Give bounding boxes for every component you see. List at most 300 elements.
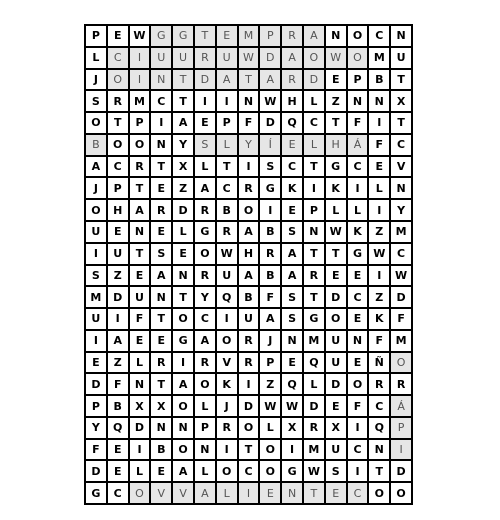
- grid-cell[interactable]: O: [390, 482, 412, 504]
- grid-cell[interactable]: E: [172, 243, 194, 265]
- grid-cell[interactable]: C: [368, 395, 390, 417]
- grid-cell[interactable]: I: [347, 417, 369, 439]
- grid-cell[interactable]: F: [85, 439, 107, 461]
- grid-cell[interactable]: W: [259, 90, 281, 112]
- grid-cell[interactable]: C: [216, 177, 238, 199]
- grid-cell[interactable]: W: [325, 221, 347, 243]
- grid-cell[interactable]: U: [216, 265, 238, 287]
- grid-cell[interactable]: Z: [172, 177, 194, 199]
- grid-cell[interactable]: M: [303, 330, 325, 352]
- grid-cell[interactable]: U: [238, 308, 260, 330]
- grid-cell[interactable]: W: [259, 395, 281, 417]
- grid-cell[interactable]: T: [303, 243, 325, 265]
- grid-cell[interactable]: O: [238, 417, 260, 439]
- grid-cell[interactable]: E: [325, 69, 347, 91]
- grid-cell[interactable]: L: [303, 134, 325, 156]
- grid-cell[interactable]: F: [238, 112, 260, 134]
- grid-cell[interactable]: U: [325, 439, 347, 461]
- grid-cell[interactable]: I: [216, 308, 238, 330]
- grid-cell[interactable]: L: [303, 90, 325, 112]
- grid-cell[interactable]: R: [194, 265, 216, 287]
- grid-cell[interactable]: R: [194, 199, 216, 221]
- grid-cell[interactable]: A: [281, 243, 303, 265]
- grid-cell[interactable]: A: [172, 373, 194, 395]
- grid-cell[interactable]: N: [150, 134, 172, 156]
- grid-cell[interactable]: W: [129, 25, 151, 47]
- grid-cell[interactable]: R: [259, 243, 281, 265]
- grid-cell[interactable]: Q: [107, 417, 129, 439]
- grid-cell[interactable]: I: [347, 460, 369, 482]
- grid-cell[interactable]: E: [150, 330, 172, 352]
- grid-cell[interactable]: S: [194, 134, 216, 156]
- grid-cell[interactable]: V: [150, 482, 172, 504]
- grid-cell[interactable]: Q: [303, 352, 325, 374]
- grid-cell[interactable]: E: [347, 352, 369, 374]
- grid-cell[interactable]: C: [347, 439, 369, 461]
- grid-cell[interactable]: I: [238, 482, 260, 504]
- grid-cell[interactable]: B: [150, 439, 172, 461]
- grid-cell[interactable]: X: [281, 417, 303, 439]
- grid-cell[interactable]: E: [216, 25, 238, 47]
- grid-cell[interactable]: G: [303, 308, 325, 330]
- grid-cell[interactable]: U: [216, 47, 238, 69]
- grid-cell[interactable]: M: [85, 286, 107, 308]
- grid-cell[interactable]: E: [129, 330, 151, 352]
- grid-cell[interactable]: A: [107, 330, 129, 352]
- grid-cell[interactable]: E: [259, 482, 281, 504]
- grid-cell[interactable]: T: [172, 69, 194, 91]
- grid-cell[interactable]: U: [325, 330, 347, 352]
- grid-cell[interactable]: A: [194, 177, 216, 199]
- grid-cell[interactable]: B: [238, 286, 260, 308]
- grid-cell[interactable]: T: [303, 156, 325, 178]
- grid-cell[interactable]: C: [150, 90, 172, 112]
- grid-cell[interactable]: T: [172, 90, 194, 112]
- grid-cell[interactable]: P: [129, 112, 151, 134]
- grid-cell[interactable]: S: [325, 460, 347, 482]
- grid-cell[interactable]: O: [85, 199, 107, 221]
- grid-cell[interactable]: C: [368, 25, 390, 47]
- grid-cell[interactable]: M: [368, 47, 390, 69]
- grid-cell[interactable]: U: [390, 47, 412, 69]
- grid-cell[interactable]: N: [150, 69, 172, 91]
- grid-cell[interactable]: C: [347, 482, 369, 504]
- grid-cell[interactable]: V: [390, 156, 412, 178]
- grid-cell[interactable]: O: [390, 352, 412, 374]
- grid-cell[interactable]: C: [303, 112, 325, 134]
- grid-cell[interactable]: Í: [259, 134, 281, 156]
- grid-cell[interactable]: J: [85, 177, 107, 199]
- grid-cell[interactable]: D: [107, 286, 129, 308]
- grid-cell[interactable]: D: [85, 373, 107, 395]
- grid-cell[interactable]: N: [347, 330, 369, 352]
- grid-cell[interactable]: U: [150, 47, 172, 69]
- grid-cell[interactable]: Z: [259, 373, 281, 395]
- grid-cell[interactable]: U: [129, 286, 151, 308]
- grid-cell[interactable]: J: [216, 395, 238, 417]
- grid-cell[interactable]: I: [129, 47, 151, 69]
- grid-cell[interactable]: X: [129, 395, 151, 417]
- grid-cell[interactable]: A: [238, 221, 260, 243]
- grid-cell[interactable]: C: [238, 460, 260, 482]
- grid-cell[interactable]: T: [150, 373, 172, 395]
- grid-cell[interactable]: G: [172, 330, 194, 352]
- grid-cell[interactable]: M: [129, 90, 151, 112]
- grid-cell[interactable]: Y: [238, 134, 260, 156]
- grid-cell[interactable]: N: [238, 90, 260, 112]
- grid-cell[interactable]: D: [303, 395, 325, 417]
- grid-cell[interactable]: A: [259, 308, 281, 330]
- grid-cell[interactable]: Q: [281, 112, 303, 134]
- grid-cell[interactable]: R: [390, 373, 412, 395]
- grid-cell[interactable]: A: [172, 112, 194, 134]
- grid-cell[interactable]: E: [347, 308, 369, 330]
- grid-cell[interactable]: I: [303, 177, 325, 199]
- grid-cell[interactable]: I: [194, 90, 216, 112]
- grid-cell[interactable]: R: [281, 69, 303, 91]
- grid-cell[interactable]: P: [390, 417, 412, 439]
- grid-cell[interactable]: Ñ: [368, 352, 390, 374]
- grid-cell[interactable]: O: [194, 243, 216, 265]
- grid-cell[interactable]: C: [194, 308, 216, 330]
- grid-cell[interactable]: P: [259, 352, 281, 374]
- grid-cell[interactable]: Z: [368, 221, 390, 243]
- grid-cell[interactable]: G: [281, 460, 303, 482]
- grid-cell[interactable]: E: [368, 156, 390, 178]
- grid-cell[interactable]: O: [347, 47, 369, 69]
- grid-cell[interactable]: B: [216, 199, 238, 221]
- grid-cell[interactable]: E: [129, 265, 151, 287]
- grid-cell[interactable]: B: [368, 69, 390, 91]
- grid-cell[interactable]: N: [325, 25, 347, 47]
- grid-cell[interactable]: N: [368, 90, 390, 112]
- grid-cell[interactable]: C: [390, 134, 412, 156]
- grid-cell[interactable]: Q: [281, 373, 303, 395]
- grid-cell[interactable]: D: [259, 47, 281, 69]
- grid-cell[interactable]: T: [390, 69, 412, 91]
- grid-cell[interactable]: M: [303, 439, 325, 461]
- grid-cell[interactable]: W: [238, 47, 260, 69]
- grid-cell[interactable]: F: [129, 308, 151, 330]
- grid-cell[interactable]: T: [238, 69, 260, 91]
- grid-cell[interactable]: E: [150, 460, 172, 482]
- grid-cell[interactable]: D: [325, 286, 347, 308]
- grid-cell[interactable]: L: [347, 199, 369, 221]
- grid-cell[interactable]: F: [390, 308, 412, 330]
- grid-cell[interactable]: L: [325, 199, 347, 221]
- grid-cell[interactable]: V: [216, 352, 238, 374]
- grid-cell[interactable]: S: [259, 156, 281, 178]
- grid-cell[interactable]: F: [368, 330, 390, 352]
- grid-cell[interactable]: E: [347, 265, 369, 287]
- grid-cell[interactable]: R: [150, 199, 172, 221]
- grid-cell[interactable]: R: [194, 47, 216, 69]
- grid-cell[interactable]: X: [325, 417, 347, 439]
- grid-cell[interactable]: N: [150, 286, 172, 308]
- grid-cell[interactable]: P: [216, 112, 238, 134]
- grid-cell[interactable]: T: [172, 286, 194, 308]
- grid-cell[interactable]: R: [216, 221, 238, 243]
- grid-cell[interactable]: R: [238, 177, 260, 199]
- grid-cell[interactable]: H: [238, 243, 260, 265]
- grid-cell[interactable]: S: [85, 90, 107, 112]
- grid-cell[interactable]: E: [107, 439, 129, 461]
- grid-cell[interactable]: J: [259, 330, 281, 352]
- grid-cell[interactable]: A: [216, 69, 238, 91]
- grid-cell[interactable]: N: [129, 373, 151, 395]
- grid-cell[interactable]: E: [325, 395, 347, 417]
- grid-cell[interactable]: I: [368, 112, 390, 134]
- grid-cell[interactable]: D: [390, 460, 412, 482]
- grid-cell[interactable]: Z: [107, 352, 129, 374]
- grid-cell[interactable]: L: [172, 221, 194, 243]
- grid-cell[interactable]: T: [129, 177, 151, 199]
- grid-cell[interactable]: R: [303, 417, 325, 439]
- grid-cell[interactable]: Y: [172, 134, 194, 156]
- grid-cell[interactable]: I: [390, 439, 412, 461]
- grid-cell[interactable]: Y: [390, 199, 412, 221]
- grid-cell[interactable]: R: [238, 330, 260, 352]
- grid-cell[interactable]: O: [238, 199, 260, 221]
- grid-cell[interactable]: Y: [194, 286, 216, 308]
- grid-cell[interactable]: N: [390, 177, 412, 199]
- grid-cell[interactable]: L: [129, 352, 151, 374]
- grid-cell[interactable]: P: [107, 177, 129, 199]
- grid-cell[interactable]: A: [281, 265, 303, 287]
- grid-cell[interactable]: C: [107, 47, 129, 69]
- grid-cell[interactable]: W: [325, 47, 347, 69]
- grid-cell[interactable]: B: [107, 395, 129, 417]
- grid-cell[interactable]: Z: [368, 286, 390, 308]
- grid-cell[interactable]: N: [194, 439, 216, 461]
- grid-cell[interactable]: B: [259, 221, 281, 243]
- grid-cell[interactable]: D: [85, 460, 107, 482]
- grid-cell[interactable]: D: [325, 373, 347, 395]
- grid-cell[interactable]: Q: [216, 286, 238, 308]
- grid-cell[interactable]: O: [347, 25, 369, 47]
- grid-cell[interactable]: O: [129, 482, 151, 504]
- grid-cell[interactable]: R: [238, 352, 260, 374]
- grid-cell[interactable]: P: [85, 395, 107, 417]
- grid-cell[interactable]: L: [194, 395, 216, 417]
- grid-cell[interactable]: T: [303, 286, 325, 308]
- grid-cell[interactable]: S: [281, 286, 303, 308]
- grid-cell[interactable]: I: [129, 439, 151, 461]
- grid-cell[interactable]: O: [107, 69, 129, 91]
- grid-cell[interactable]: I: [281, 439, 303, 461]
- grid-cell[interactable]: E: [85, 352, 107, 374]
- grid-cell[interactable]: I: [238, 373, 260, 395]
- grid-cell[interactable]: W: [390, 265, 412, 287]
- grid-cell[interactable]: G: [347, 243, 369, 265]
- grid-cell[interactable]: F: [347, 112, 369, 134]
- grid-cell[interactable]: X: [172, 156, 194, 178]
- grid-cell[interactable]: S: [85, 265, 107, 287]
- grid-cell[interactable]: C: [281, 156, 303, 178]
- grid-cell[interactable]: N: [129, 221, 151, 243]
- grid-cell[interactable]: L: [303, 373, 325, 395]
- grid-cell[interactable]: E: [107, 221, 129, 243]
- grid-cell[interactable]: O: [172, 395, 194, 417]
- grid-cell[interactable]: O: [368, 482, 390, 504]
- grid-cell[interactable]: Á: [347, 134, 369, 156]
- grid-cell[interactable]: O: [216, 460, 238, 482]
- grid-cell[interactable]: P: [85, 25, 107, 47]
- grid-cell[interactable]: T: [129, 243, 151, 265]
- grid-cell[interactable]: M: [390, 221, 412, 243]
- grid-cell[interactable]: A: [129, 199, 151, 221]
- grid-cell[interactable]: E: [107, 460, 129, 482]
- grid-cell[interactable]: N: [172, 265, 194, 287]
- grid-cell[interactable]: T: [325, 243, 347, 265]
- grid-cell[interactable]: A: [238, 265, 260, 287]
- grid-cell[interactable]: L: [368, 177, 390, 199]
- grid-cell[interactable]: U: [107, 243, 129, 265]
- grid-cell[interactable]: T: [150, 308, 172, 330]
- grid-cell[interactable]: G: [194, 221, 216, 243]
- grid-cell[interactable]: N: [303, 221, 325, 243]
- grid-cell[interactable]: U: [172, 47, 194, 69]
- grid-cell[interactable]: X: [150, 395, 172, 417]
- grid-cell[interactable]: K: [368, 308, 390, 330]
- grid-cell[interactable]: E: [325, 482, 347, 504]
- grid-cell[interactable]: O: [107, 134, 129, 156]
- grid-cell[interactable]: Q: [368, 417, 390, 439]
- grid-cell[interactable]: G: [325, 156, 347, 178]
- grid-cell[interactable]: W: [216, 243, 238, 265]
- grid-cell[interactable]: E: [281, 352, 303, 374]
- grid-cell[interactable]: F: [107, 373, 129, 395]
- grid-cell[interactable]: N: [172, 417, 194, 439]
- grid-cell[interactable]: S: [281, 221, 303, 243]
- grid-cell[interactable]: N: [281, 482, 303, 504]
- grid-cell[interactable]: A: [85, 156, 107, 178]
- grid-cell[interactable]: F: [259, 286, 281, 308]
- grid-cell[interactable]: D: [172, 199, 194, 221]
- grid-cell[interactable]: T: [107, 112, 129, 134]
- grid-cell[interactable]: R: [368, 373, 390, 395]
- grid-cell[interactable]: I: [172, 352, 194, 374]
- grid-cell[interactable]: X: [390, 90, 412, 112]
- grid-cell[interactable]: C: [347, 156, 369, 178]
- grid-cell[interactable]: D: [194, 69, 216, 91]
- grid-cell[interactable]: T: [303, 482, 325, 504]
- grid-cell[interactable]: R: [129, 156, 151, 178]
- grid-cell[interactable]: N: [390, 25, 412, 47]
- grid-cell[interactable]: O: [194, 373, 216, 395]
- grid-cell[interactable]: I: [368, 199, 390, 221]
- grid-cell[interactable]: N: [281, 330, 303, 352]
- grid-cell[interactable]: L: [194, 156, 216, 178]
- grid-cell[interactable]: C: [390, 243, 412, 265]
- grid-cell[interactable]: A: [194, 330, 216, 352]
- grid-cell[interactable]: R: [281, 25, 303, 47]
- grid-cell[interactable]: E: [325, 265, 347, 287]
- grid-cell[interactable]: B: [259, 265, 281, 287]
- grid-cell[interactable]: H: [281, 90, 303, 112]
- grid-cell[interactable]: O: [325, 308, 347, 330]
- grid-cell[interactable]: I: [129, 69, 151, 91]
- grid-cell[interactable]: D: [259, 112, 281, 134]
- grid-cell[interactable]: H: [107, 199, 129, 221]
- grid-cell[interactable]: L: [259, 417, 281, 439]
- grid-cell[interactable]: D: [303, 69, 325, 91]
- grid-cell[interactable]: E: [281, 134, 303, 156]
- grid-cell[interactable]: N: [368, 439, 390, 461]
- grid-cell[interactable]: R: [216, 417, 238, 439]
- grid-cell[interactable]: T: [325, 112, 347, 134]
- grid-cell[interactable]: P: [303, 199, 325, 221]
- grid-cell[interactable]: F: [368, 134, 390, 156]
- grid-cell[interactable]: I: [150, 112, 172, 134]
- grid-cell[interactable]: L: [216, 482, 238, 504]
- grid-cell[interactable]: V: [172, 482, 194, 504]
- grid-cell[interactable]: K: [347, 221, 369, 243]
- grid-cell[interactable]: I: [85, 243, 107, 265]
- grid-cell[interactable]: A: [172, 460, 194, 482]
- grid-cell[interactable]: D: [238, 395, 260, 417]
- grid-cell[interactable]: R: [194, 352, 216, 374]
- grid-cell[interactable]: F: [347, 395, 369, 417]
- grid-cell[interactable]: O: [303, 47, 325, 69]
- grid-cell[interactable]: I: [238, 156, 260, 178]
- grid-cell[interactable]: J: [85, 69, 107, 91]
- grid-cell[interactable]: I: [107, 308, 129, 330]
- grid-cell[interactable]: W: [303, 460, 325, 482]
- grid-cell[interactable]: R: [303, 265, 325, 287]
- grid-cell[interactable]: T: [368, 460, 390, 482]
- grid-cell[interactable]: Z: [107, 265, 129, 287]
- grid-cell[interactable]: O: [85, 112, 107, 134]
- grid-cell[interactable]: L: [194, 460, 216, 482]
- grid-cell[interactable]: E: [194, 112, 216, 134]
- grid-cell[interactable]: S: [281, 308, 303, 330]
- grid-cell[interactable]: C: [107, 156, 129, 178]
- grid-cell[interactable]: G: [85, 482, 107, 504]
- grid-cell[interactable]: E: [150, 221, 172, 243]
- grid-cell[interactable]: K: [325, 177, 347, 199]
- grid-cell[interactable]: S: [150, 243, 172, 265]
- grid-cell[interactable]: D: [129, 417, 151, 439]
- grid-cell[interactable]: C: [107, 482, 129, 504]
- grid-cell[interactable]: K: [281, 177, 303, 199]
- grid-cell[interactable]: M: [238, 25, 260, 47]
- grid-cell[interactable]: A: [194, 482, 216, 504]
- grid-cell[interactable]: E: [150, 177, 172, 199]
- grid-cell[interactable]: I: [216, 439, 238, 461]
- grid-cell[interactable]: L: [85, 47, 107, 69]
- grid-cell[interactable]: I: [368, 265, 390, 287]
- grid-cell[interactable]: O: [347, 373, 369, 395]
- grid-cell[interactable]: R: [107, 90, 129, 112]
- grid-cell[interactable]: O: [216, 330, 238, 352]
- grid-cell[interactable]: E: [107, 25, 129, 47]
- grid-cell[interactable]: T: [216, 156, 238, 178]
- grid-cell[interactable]: T: [194, 25, 216, 47]
- grid-cell[interactable]: O: [129, 134, 151, 156]
- grid-cell[interactable]: O: [172, 439, 194, 461]
- grid-cell[interactable]: N: [347, 90, 369, 112]
- grid-cell[interactable]: Y: [85, 417, 107, 439]
- grid-cell[interactable]: R: [150, 352, 172, 374]
- grid-cell[interactable]: G: [259, 177, 281, 199]
- grid-cell[interactable]: I: [259, 199, 281, 221]
- grid-cell[interactable]: E: [281, 199, 303, 221]
- grid-cell[interactable]: I: [216, 90, 238, 112]
- grid-cell[interactable]: I: [85, 330, 107, 352]
- grid-cell[interactable]: M: [390, 330, 412, 352]
- grid-cell[interactable]: T: [390, 112, 412, 134]
